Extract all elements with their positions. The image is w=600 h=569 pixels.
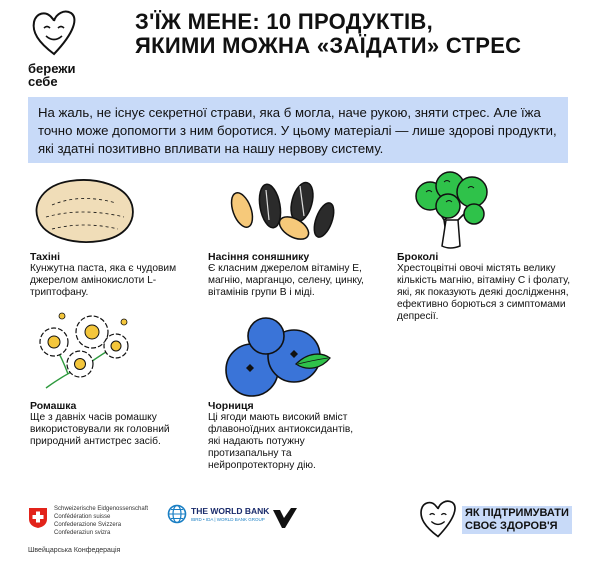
support-health-link[interactable]: ЯК ПІДТРИМУВАТИ СВОЄ ЗДОРОВ'Я bbox=[462, 506, 572, 534]
heart-face-icon bbox=[418, 498, 458, 540]
flower-3 bbox=[67, 351, 93, 377]
item-tahini bbox=[30, 251, 200, 299]
tahini-illustration bbox=[30, 175, 138, 247]
item-sunflower-seeds bbox=[208, 251, 373, 299]
item-description: Ці ягоди мають високий вміст флавоноїдних антиоксидантів, які надають потужну протизапальну та нейропротекторну дію. bbox=[208, 412, 354, 471]
item-title: Ромашка bbox=[30, 400, 77, 412]
item-description: Є класним джерелом вітаміну Е, магнію, марганцю, селену, цинку, вітамінів групи В і міді. bbox=[208, 263, 364, 298]
sunflower-seeds-illustration bbox=[222, 176, 340, 246]
brand-name: бережи себе bbox=[28, 61, 76, 89]
broccoli-illustration bbox=[408, 170, 498, 250]
world-bank-logo: THE WORLD BANK IBRD • IDA | WORLD BANK GROUP bbox=[167, 504, 267, 528]
swiss-names: Schweizerische Eidgenossenschaft Confédération suisse Confederazione Svizzera Confederaziun svizra bbox=[54, 506, 149, 536]
flower-1 bbox=[76, 316, 108, 348]
item-description: Хрестоцвітні овочі містять велику кількість магнію, вітаміну С і фолату, які, як показують деякі дослідження, ефективно борються з симптомами депресії. bbox=[397, 263, 571, 322]
item-blueberry bbox=[208, 400, 368, 472]
brand-logo bbox=[28, 8, 100, 94]
partner-v-logo bbox=[272, 507, 298, 529]
swiss-confederation-ua: Швейцарська Конфедерація bbox=[28, 547, 121, 554]
item-title: Чорниця bbox=[208, 400, 254, 412]
item-broccoli bbox=[397, 251, 577, 323]
item-title: Насіння соняшнику bbox=[208, 251, 310, 263]
item-title: Тахіні bbox=[30, 251, 61, 263]
item-chamomile bbox=[30, 400, 200, 448]
swiss-flag-icon bbox=[28, 507, 48, 529]
item-description: Кунжутна паста, яка є чудовим джерелом амінокислоти L-триптофану. bbox=[30, 263, 177, 298]
swiss-confederation-logo bbox=[28, 505, 168, 560]
intro-text: На жаль, не існує секретної страви, яка б могла, наче рукою, зняти стрес. Але їжа точно може допомогти з ним боротися. У цьому матеріалі — лише здорові продукти, які здатні позитивно впливати на нашу нервову систему. bbox=[28, 97, 568, 163]
flower-2 bbox=[40, 328, 68, 356]
globe-icon bbox=[167, 504, 187, 524]
flower-4 bbox=[104, 334, 128, 358]
item-description: Ще з давніх часів ромашку використовували як головний природний антистрес засіб. bbox=[30, 412, 170, 447]
chamomile-illustration bbox=[28, 302, 136, 396]
blueberry-illustration bbox=[222, 312, 334, 400]
item-title: Броколі bbox=[397, 251, 439, 263]
heart-face-icon bbox=[30, 8, 78, 58]
page-title: З'ЇЖ МЕНЕ: 10 ПРОДУКТІВ, ЯКИМИ МОЖНА «ЗАЇДАТИ» СТРЕС bbox=[135, 9, 522, 58]
